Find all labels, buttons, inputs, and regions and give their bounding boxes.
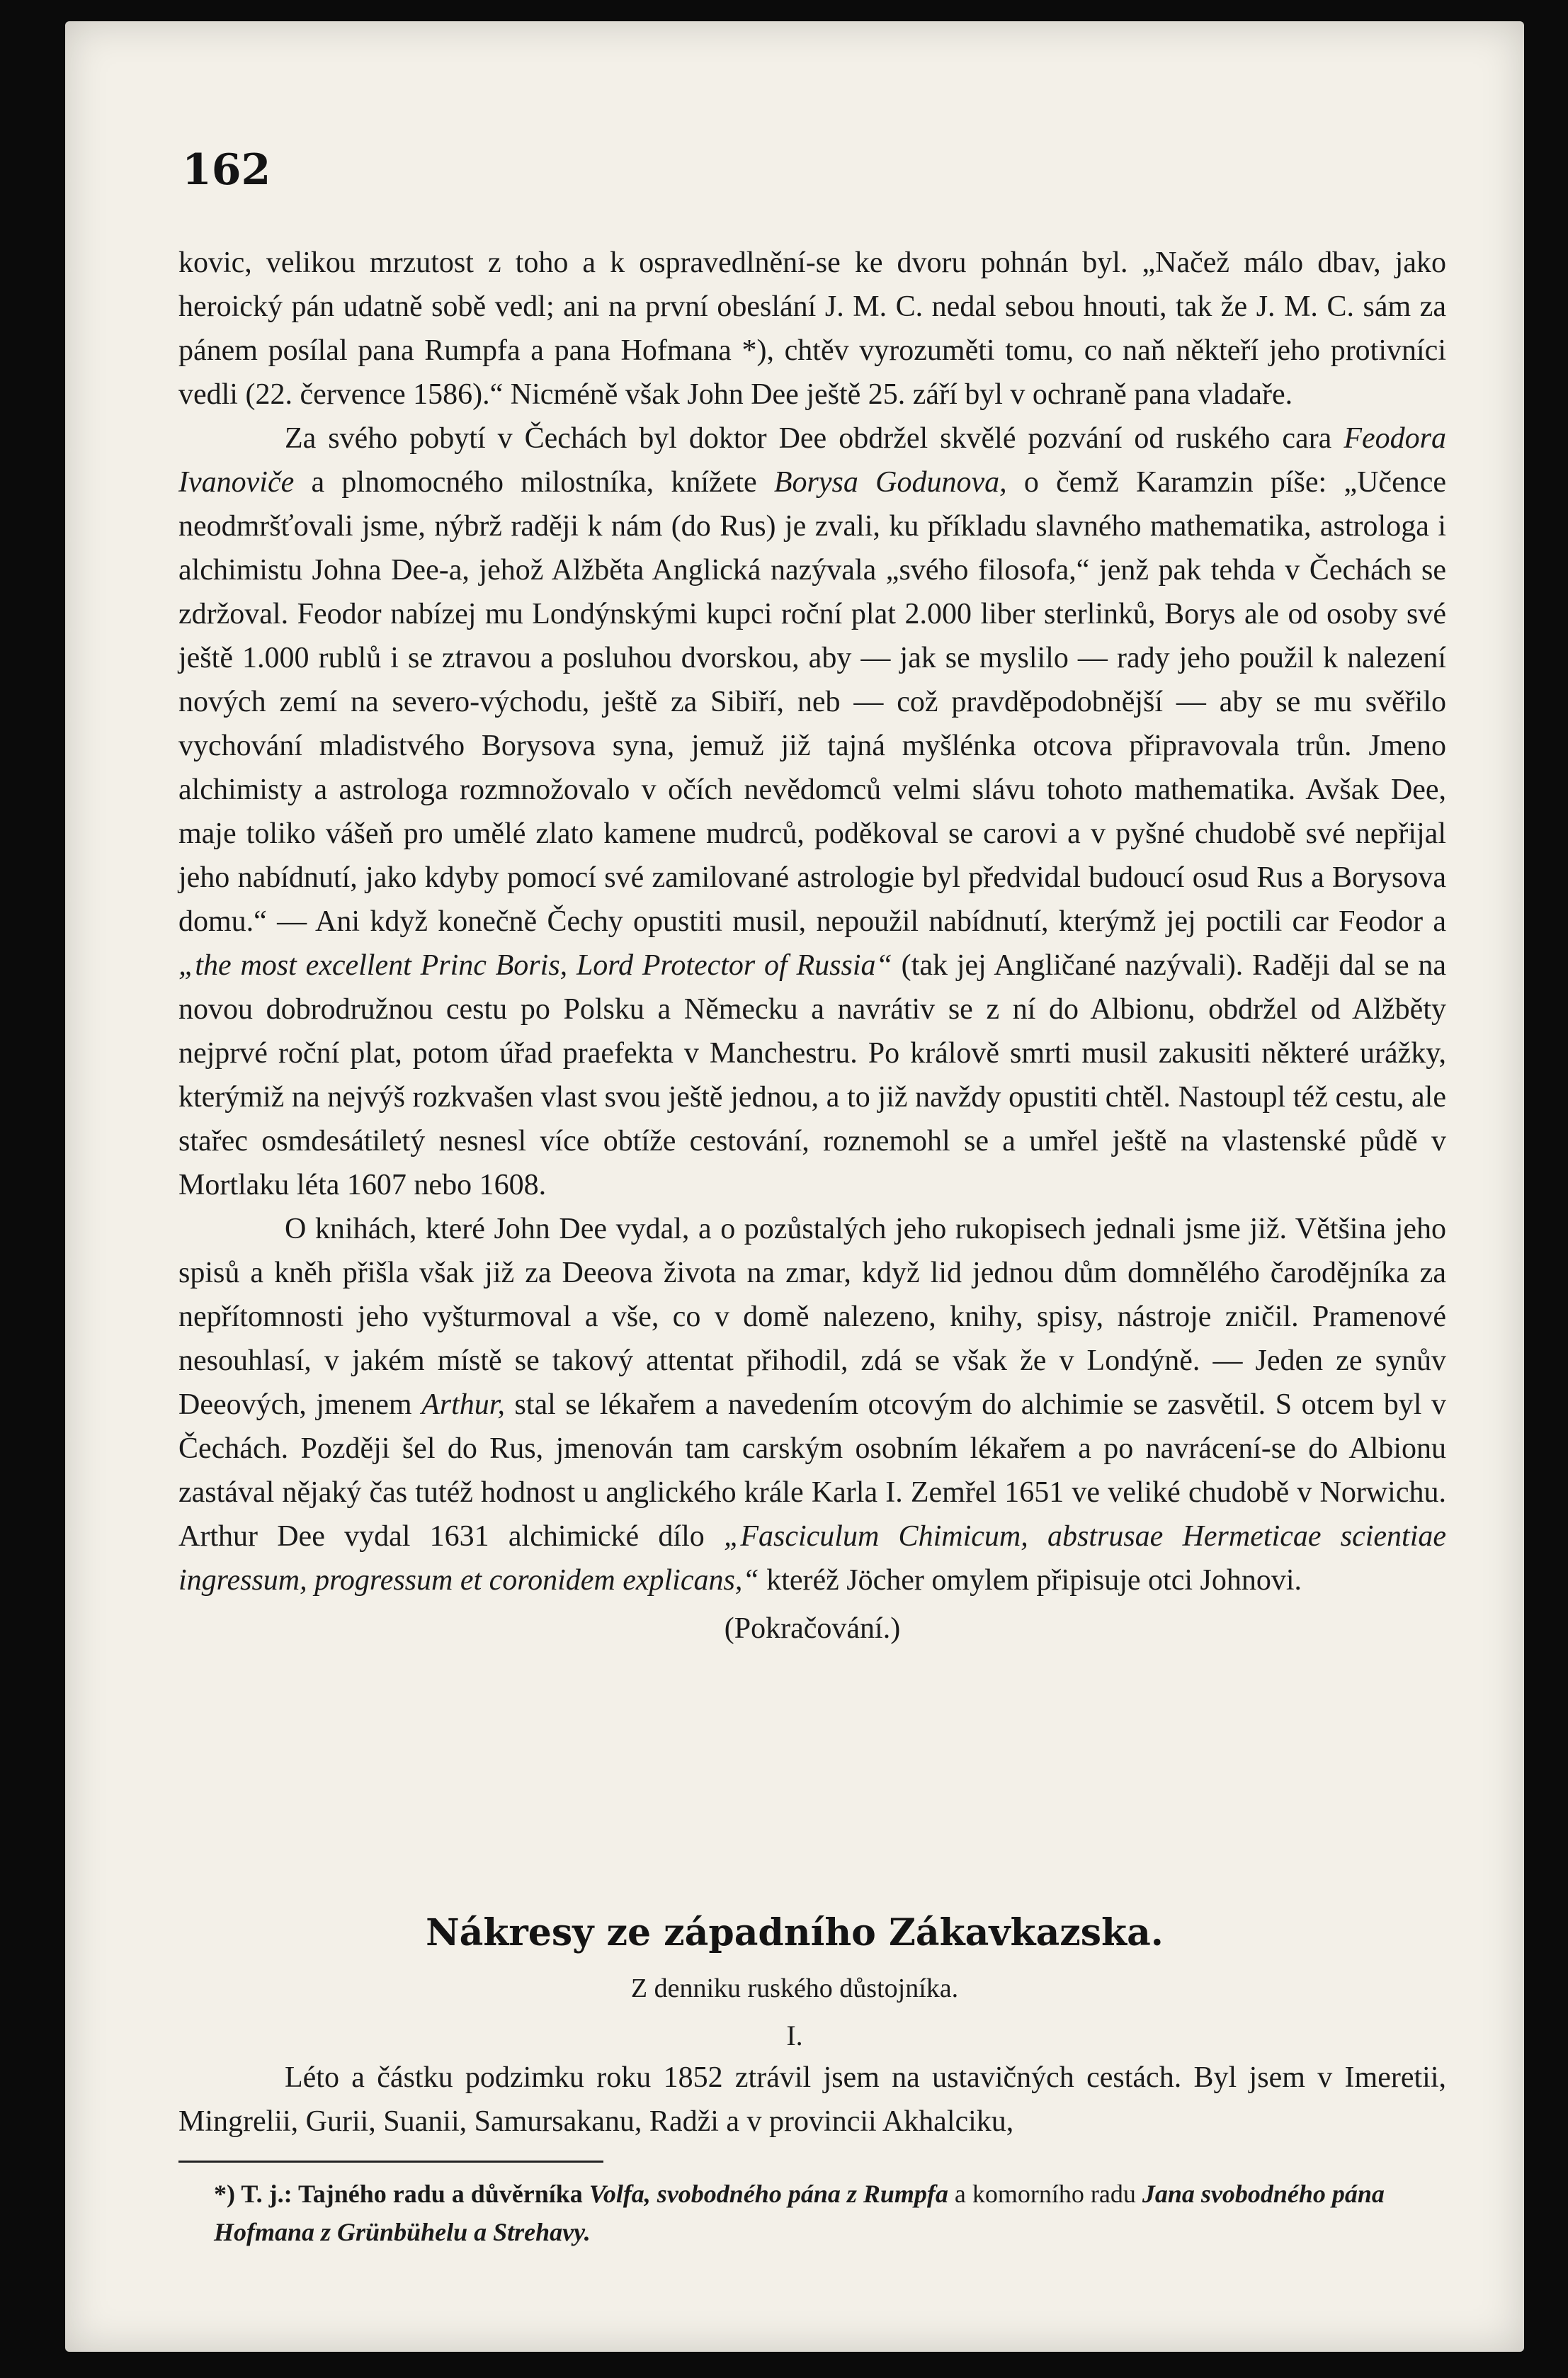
footnote bbox=[214, 2175, 1446, 2251]
book-page bbox=[65, 21, 1524, 2352]
paragraph-2-text-c: o čemž Karamzin píše: „Učence neodmršťovali jsme, nýbrž raději k nám (do Rus) je zvali, ku příkladu slavného mathematika, astrologa i alchimistu Johna Dee-a, jehož Alžběta Anglická nazývala „svého filosofa,“ jenž pak tehda v Čechách se zdržoval. Feodor nabízej mu Londýnskými kupci roční plat 2.000 liber sterlinků, Borys ale od osoby své ještě 1.000 rublů i se ztravou a posluhou dvorskou, aby — jak se myslilo — rady jeho použil k nalezení nových zemí na severo-východu, ještě za Sibiří, neb — což pravděpodobnější — aby se mu svěřilo vychování mladistvého Borysova syna, jemuž již tajná myšlénka otcova připravovala trůn. Jmeno alchimisty a astrologa rozmnožovalo v očích nevědomců velmi slávu tohoto mathematika. Avšak Dee, maje toliko vášeň pro umělé zlato kamene mudrců, poděkoval se carovi a v pyšné chudobě své nepřijal jeho nabídnutí, jako kdyby pomocí své zamilované astrologie byl předvidal budoucí osud Rus a Borysova domu.“ — Ani když konečně Čechy opustiti musil, nepoužil nabídnutí, kterýmž jej poctili car Feodor a bbox=[178, 466, 1446, 938]
section-subheading: Z denniku ruského důstojníka. bbox=[630, 1974, 959, 2003]
paragraph-2-text-b: a plnomocného milostníka, knížete bbox=[294, 466, 774, 499]
paragraph-3 bbox=[178, 1207, 1446, 1602]
name-arthur: Arthur, bbox=[421, 1388, 505, 1421]
paragraph-2-text-a: Za svého pobytí v Čechách byl doktor Dee obdržel skvělé pozvání od ruského cara bbox=[285, 422, 1344, 455]
name-feodor: Feodora Ivanoviče bbox=[178, 422, 1446, 499]
footnote-rule bbox=[178, 2161, 603, 2163]
paragraph-1-text: kovic, velikou mrzutost z toho a k ospravedlnění-se ke dvoru pohnán byl. „Načež málo dbav, jako heroický pán udatně sobě vedl; ani na první obeslání J. M. C. nedal sebou hnouti, tak že J. M. C. sám za pánem posílal pana Rumpfa a pana Hofmana *), chtěv vyrozuměti tomu, co naň někteří jeho protivníci vedli (22. července 1586).“ Nicméně však John Dee ještě 25. září byl v ochraně pana vladaře. bbox=[178, 247, 1446, 411]
footnote-marker: *) T. j.: bbox=[214, 2180, 292, 2208]
continued-note: (Pokračování.) bbox=[724, 1612, 901, 1645]
section-heading: Nákresy ze západního Zákavkazska. bbox=[426, 1911, 1164, 1954]
book-title-fasciculum: „Fasciculum Chimicum, abstrusae Hermeticae scientiae ingressum, progressum et coronidem explicans,“ bbox=[178, 1520, 1447, 1597]
paragraph-3-text-c: kteréž Jöcher omylem připisuje otci Johnovi. bbox=[759, 1564, 1302, 1597]
paragraph-3-text-b: stal se lékařem a navedením otcovým do alchimie se zasvětil. S otcem byl v Čechách. Později šel do Rus, jmenován tam carským osobním lékařem a po navrácení-se do Albionu zastával nějaký čas tutéž hodnost u anglického krále Karla I. Zemřel 1651 ve veliké chudobě v Norwichu. Arthur Dee vydal 1631 alchimické dílo bbox=[178, 1388, 1446, 1553]
footnote-text-a: Tajného radu a důvěrníka bbox=[292, 2180, 589, 2208]
paragraph-2 bbox=[178, 417, 1446, 1207]
paragraph-3-text-a: O knihách, které John Dee vydal, a o pozůstalých jeho rukopisech jednali jsme již. Většina jeho spisů a kněh přišla však již za Deeova života na zmar, když lid jednou dům domnělého čarodějníka za nepřítomnosti jeho vyšturmoval a vše, co v domě nalezeno, knihy, spisy, nástroje zničil. Pramenové nesouhlasí, v jakém místě se takový attentat přihodil, zdá se však že v Londýně. — Jeden ze synův Deeových, jmenem bbox=[178, 1213, 1446, 1421]
footnote-name-jana: Jana svobodného pána Hofmana z Grünbühelu a Strehavy. bbox=[214, 2180, 1385, 2246]
name-borys: Borysa Godunova, bbox=[773, 466, 1007, 499]
english-title-quote: „the most excellent Princ Boris, Lord Protector of Russia“ bbox=[178, 949, 892, 982]
section-number: I. bbox=[786, 2020, 803, 2051]
page-number: 162 bbox=[182, 145, 271, 195]
footnote-text-b: a komorního radu bbox=[948, 2180, 1142, 2208]
paragraph-1 bbox=[178, 241, 1446, 417]
section-intro: Léto a částku podzimku roku 1852 ztrávil jsem na ustavičných cestách. Byl jsem v Imeretii, Mingrelii, Gurii, Suanii, Samursakanu, Radži a v provincii Akhalciku, bbox=[178, 2061, 1446, 2138]
main-text bbox=[178, 241, 1446, 1651]
footnote-name-volfa: Volfa, svobodného pána z Rumpfa bbox=[589, 2180, 948, 2208]
paragraph-2-text-d: (tak jej Angličané nazývali). Raději dal se na novou dobrodružnou cestu po Polsku a Německu a navrátiv se z ní do Albionu, obdržel od Alžběty nejprvé roční plat, potom úřad praefekta v Manchestru. Po králově smrti musil zakusiti některé urážky, kterýmiž na nejvýš rozkvašen vlast svou ještě jednou, a to již navždy opustiti chtěl. Nastoupl též cestu, ale stařec osmdesátiletý nesnesl více obtíže cestování, roznemohl se a umřel ještě na vlastenské půdě v Mortlaku léta 1607 nebo 1608. bbox=[178, 949, 1446, 1201]
